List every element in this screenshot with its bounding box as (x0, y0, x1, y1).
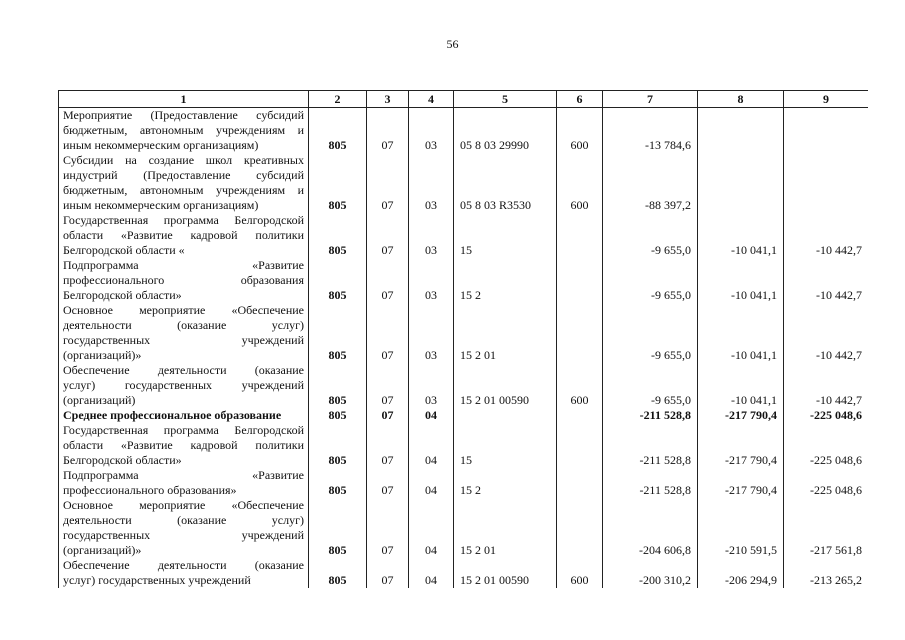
amount-col8-cell: -217 790,4 (698, 408, 784, 423)
subsection-cell: 04 (409, 558, 454, 588)
target-article-cell: 15 2 01 00590 (454, 558, 557, 588)
target-article-cell: 15 2 01 (454, 303, 557, 363)
row-name-cell (59, 153, 309, 213)
target-article-cell: 15 2 01 (454, 498, 557, 558)
amount-col8-cell: -217 790,4 (698, 468, 784, 498)
amount-col9-cell: -10 442,7 (784, 213, 869, 258)
amount-col9-cell: -225 048,6 (784, 423, 869, 468)
row-name-cell (59, 363, 309, 408)
expense-type-cell (557, 468, 603, 498)
header-col-1: 1 (59, 91, 309, 108)
target-article-cell: 05 8 03 R3530 (454, 153, 557, 213)
section-cell: 07 (367, 213, 409, 258)
table-row (59, 423, 869, 468)
amount-col7-cell: -204 606,8 (603, 498, 698, 558)
header-col-5: 5 (454, 91, 557, 108)
row-name-line: Мероприятие (Предоставление субсидий (63, 108, 304, 122)
row-name-cell (59, 213, 309, 258)
amount-col7-cell: -200 310,2 (603, 558, 698, 588)
budget-table (58, 90, 868, 588)
budget-code-cell: 805 (309, 303, 367, 363)
amount-col7-cell: -9 655,0 (603, 258, 698, 303)
amount-col8-cell: -10 041,1 (698, 213, 784, 258)
section-cell: 07 (367, 558, 409, 588)
amount-col9-cell: -10 442,7 (784, 258, 869, 303)
target-article-cell: 15 (454, 213, 557, 258)
amount-col9-cell: -225 048,6 (784, 408, 869, 423)
amount-col7-cell: -13 784,6 (603, 108, 698, 154)
amount-col7-cell: -9 655,0 (603, 303, 698, 363)
row-name-line: государственных учреждений (63, 333, 304, 347)
table-row (59, 303, 869, 363)
amount-col8-cell: -10 041,1 (698, 303, 784, 363)
expense-type-cell (557, 408, 603, 423)
amount-col9-cell: -10 442,7 (784, 363, 869, 408)
subsection-cell: 04 (409, 408, 454, 423)
budget-table-container (58, 90, 868, 630)
amount-col9-cell: -225 048,6 (784, 468, 869, 498)
row-name-line: Государственная программа Белгородской (63, 213, 304, 227)
amount-col8-cell: -217 790,4 (698, 423, 784, 468)
header-row (59, 91, 869, 108)
section-cell: 07 (367, 153, 409, 213)
amount-col7-cell: -9 655,0 (603, 363, 698, 408)
expense-type-cell (557, 213, 603, 258)
target-article-cell: 15 2 01 00590 (454, 363, 557, 408)
expense-type-cell: 600 (557, 153, 603, 213)
row-name-cell (59, 408, 309, 423)
budget-code-cell: 805 (309, 468, 367, 498)
subsection-cell: 03 (409, 363, 454, 408)
row-name-line: услуг) государственных учреждений (63, 573, 251, 587)
table-row (59, 213, 869, 258)
row-name-cell (59, 258, 309, 303)
row-name-line: (организаций) (63, 393, 136, 407)
row-name-line: Среднее профессиональное образование (63, 408, 282, 422)
budget-code-cell: 805 (309, 558, 367, 588)
row-name-cell (59, 468, 309, 498)
section-cell: 07 (367, 108, 409, 154)
subsection-cell: 03 (409, 153, 454, 213)
target-article-cell (454, 408, 557, 423)
target-article-cell: 05 8 03 29990 (454, 108, 557, 154)
table-row (59, 468, 869, 498)
row-name-line: (организаций)» (63, 348, 142, 362)
amount-col8-cell: -10 041,1 (698, 363, 784, 408)
subsection-cell: 04 (409, 423, 454, 468)
amount-col8-cell (698, 108, 784, 154)
section-cell: 07 (367, 408, 409, 423)
budget-code-cell: 805 (309, 408, 367, 423)
header-col-8: 8 (698, 91, 784, 108)
expense-type-cell: 600 (557, 108, 603, 154)
expense-type-cell: 600 (557, 363, 603, 408)
header-col-7: 7 (603, 91, 698, 108)
budget-code-cell: 805 (309, 363, 367, 408)
row-name-line: деятельности (оказание услуг) (63, 318, 304, 332)
budget-code-cell: 805 (309, 213, 367, 258)
budget-code-cell: 805 (309, 258, 367, 303)
subsection-cell: 03 (409, 213, 454, 258)
amount-col8-cell: -210 591,5 (698, 498, 784, 558)
table-row (59, 408, 869, 423)
row-name-cell (59, 558, 309, 588)
row-name-line: Подпрограмма «Развитие (63, 258, 304, 272)
row-name-cell (59, 303, 309, 363)
budget-code-cell: 805 (309, 423, 367, 468)
subsection-cell: 04 (409, 498, 454, 558)
row-name-line: профессионального образования (63, 273, 304, 287)
expense-type-cell (557, 258, 603, 303)
row-name-line: услуг) государственных учреждений (63, 378, 304, 392)
row-name-cell (59, 423, 309, 468)
expense-type-cell (557, 423, 603, 468)
budget-code-cell: 805 (309, 108, 367, 154)
amount-col9-cell: -217 561,8 (784, 498, 869, 558)
row-name-line: бюджетным, автономным учреждениям и (63, 123, 304, 137)
subsection-cell: 04 (409, 468, 454, 498)
section-cell: 07 (367, 468, 409, 498)
amount-col7-cell: -88 397,2 (603, 153, 698, 213)
row-name-line: Белгородской области» (63, 453, 182, 467)
amount-col7-cell: -211 528,8 (603, 468, 698, 498)
subsection-cell: 03 (409, 108, 454, 154)
row-name-line: области «Развитие кадровой политики (63, 228, 304, 242)
table-row (59, 108, 869, 154)
row-name-line: деятельности (оказание услуг) (63, 513, 304, 527)
amount-col7-cell: -211 528,8 (603, 423, 698, 468)
expense-type-cell (557, 303, 603, 363)
target-article-cell: 15 2 (454, 258, 557, 303)
table-row (59, 363, 869, 408)
amount-col9-cell: -10 442,7 (784, 303, 869, 363)
header-col-3: 3 (367, 91, 409, 108)
row-name-line: Основное мероприятие «Обеспечение (63, 303, 304, 317)
row-name-line: профессионального образования» (63, 483, 237, 497)
table-row (59, 258, 869, 303)
row-name-line: Основное мероприятие «Обеспечение (63, 498, 304, 512)
amount-col7-cell: -211 528,8 (603, 408, 698, 423)
row-name-line: Белгородской области « (63, 243, 185, 257)
header-col-4: 4 (409, 91, 454, 108)
row-name-line: Субсидии на создание школ креативных (63, 153, 304, 167)
row-name-line: индустрий (Предоставление субсидий (63, 168, 304, 182)
row-name-line: Подпрограмма «Развитие (63, 468, 304, 482)
amount-col7-cell: -9 655,0 (603, 213, 698, 258)
section-cell: 07 (367, 303, 409, 363)
subsection-cell: 03 (409, 303, 454, 363)
row-name-cell (59, 498, 309, 558)
section-cell: 07 (367, 363, 409, 408)
budget-code-cell: 805 (309, 153, 367, 213)
row-name-line: бюджетным, автономным учреждениям и (63, 183, 304, 197)
table-row (59, 153, 869, 213)
table-row (59, 558, 869, 588)
row-name-line: иным некоммерческим организациям) (63, 198, 259, 212)
target-article-cell: 15 2 (454, 468, 557, 498)
row-name-line: иным некоммерческим организациям) (63, 138, 259, 152)
amount-col8-cell (698, 153, 784, 213)
row-name-cell (59, 108, 309, 154)
header-col-9: 9 (784, 91, 869, 108)
row-name-line: (организаций)» (63, 543, 142, 557)
expense-type-cell (557, 498, 603, 558)
row-name-line: Обеспечение деятельности (оказание (63, 363, 304, 377)
amount-col9-cell: -213 265,2 (784, 558, 869, 588)
table-row (59, 498, 869, 558)
section-cell: 07 (367, 498, 409, 558)
table-body (59, 108, 869, 589)
amount-col9-cell (784, 108, 869, 154)
budget-code-cell: 805 (309, 498, 367, 558)
amount-col9-cell (784, 153, 869, 213)
section-cell: 07 (367, 423, 409, 468)
subsection-cell: 03 (409, 258, 454, 303)
page-number: 56 (446, 37, 459, 51)
header-col-2: 2 (309, 91, 367, 108)
target-article-cell: 15 (454, 423, 557, 468)
amount-col8-cell: -206 294,9 (698, 558, 784, 588)
row-name-line: Белгородской области» (63, 288, 182, 302)
expense-type-cell: 600 (557, 558, 603, 588)
row-name-line: государственных учреждений (63, 528, 304, 542)
row-name-line: Государственная программа Белгородской (63, 423, 304, 437)
header-col-6: 6 (557, 91, 603, 108)
row-name-line: области «Развитие кадровой политики (63, 438, 304, 452)
row-name-line: Обеспечение деятельности (оказание (63, 558, 304, 572)
amount-col8-cell: -10 041,1 (698, 258, 784, 303)
section-cell: 07 (367, 258, 409, 303)
